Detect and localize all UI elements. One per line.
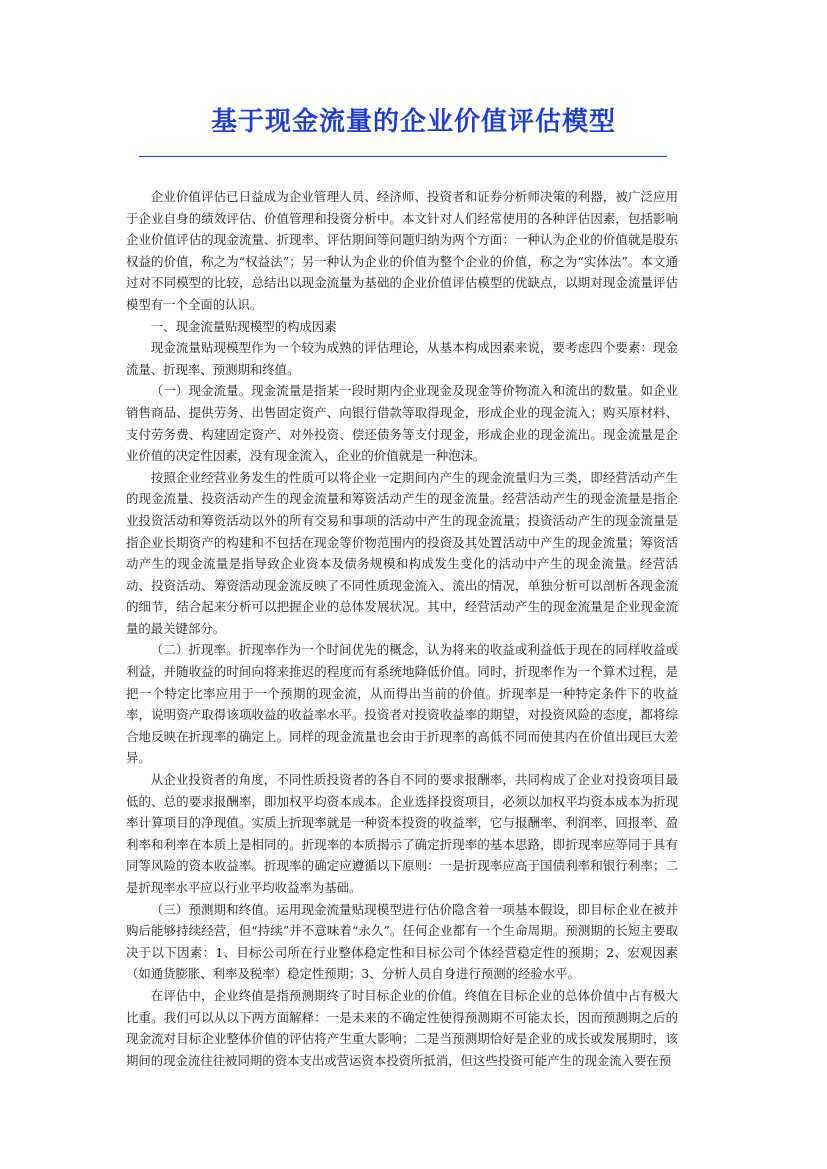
paragraph-forecast-period: （三）预测期和终值。运用现金流量贴现模型进行估价隐含着一项基本假设，即目标企业在被并购后能够持续经营，但“持续”并不意味着“永久”。任何企业都有一个生命周期。预测期的长短主要取决于以下因素：1、目标公司所在行业整体稳定性和目标公司个体经营稳定性的预期；2、宏观因素（如通货膨胀、利率及税率）稳定性预期；3、分析人员自身进行预测的经验水平。 bbox=[126, 901, 678, 982]
paragraph-discount-rate-principles: 从企业投资者的角度，不同性质投资者的各自不同的要求报酬率，共同构成了企业对投资项目最低的、总的要求报酬率，即加权平均资本成本。企业选择投资项目，必须以加权平均资本成本为折现率计算项目的净现值。实质上折现率就是一种资本投资的收益率，它与报酬率、利润率、回报率、盈利率和利率在本质上是相同的。折现率的本质揭示了确定折现率的基本思路，即折现率应等同于具有同等风险的资本收益率。折现率的确定应遵循以下原则：一是折现率应高于国债利率和银行利率；二是折现率水平应以行业平均收益率为基础。 bbox=[126, 772, 678, 895]
paragraph-intro: 现金流量贴现模型作为一个较为成熟的评估理论，从基本构成因素来说，要考虑四个要素：现金流量、折现率、预测期和终值。 bbox=[126, 340, 678, 377]
title-divider bbox=[139, 156, 667, 157]
paragraph-terminal-value: 在评估中，企业终值是指预测期终了时目标企业的价值。终值在目标企业的总体价值中占有极大比重。我们可以从以下两方面解释：一是未来的不确定性使得预测期不可能太长，因而预测期之后的现金流对目标企业整体价值的评估将产生重大影响；二是当预测期恰好是企业的成长或发展期时，该期间的现金流往往被同期的资本支出或营运资本投资所抵消，但这些投资可能产生的现金流入要在预 bbox=[126, 987, 678, 1068]
paragraph-discount-rate: （二）折现率。折现率作为一个时间优先的概念，认为将来的收益或利益低于现在的同样收益或利益，并随收益的时间向将来推迟的程度而有系统地降低价值。同时，折现率作为一个算术过程，是把一个特定比率应用于一个预期的现金流，从而得出当前的价值。折现率是一种特定条件下的收益率，说明资产取得该项收益的收益率水平。投资者对投资收益率的期望，对投资风险的态度，都将综合地反映在折现率的确定上。同样的现金流量也会由于折现率的高低不同而使其内在价值出现巨大差异。 bbox=[126, 642, 678, 766]
document-body bbox=[126, 186, 678, 1071]
document-title: 基于现金流量的企业价值评估模型 bbox=[210, 107, 616, 137]
paragraph-abstract: 企业价值评估已日益成为企业管理人员、经济师、投资者和证券分析师决策的利器，被广泛应用于企业自身的绩效评估、价值管理和投资分析中。本文针对人们经常使用的各种评估因素，包括影响企业价值评估的现金流量、折现率、评估期间等问题归纳为两个方面：一种认为企业的价值就是股东权益的价值，称之为“权益法”；另一种认为企业的价值为整个企业的价值，称之为“实体法”。本文通过对不同模型的比较，总结出以现金流量为基础的企业价值评估模型的优缺点，以期对现金流量评估模型有一个全面的认识。 bbox=[126, 189, 678, 312]
paragraph-cash-flow-types: 按照企业经营业务发生的性质可以将企业一定期间内产生的现金流量归为三类，即经营活动产生的现金流量、投资活动产生的现金流量和筹资活动产生的现金流量。经营活动产生的现金流量是指企业投资活动和筹资活动以外的所有交易和事项的活动中产生的现金流量；投资活动产生的现金流量是指企业长期资产的构建和不包括在现金等价物范围内的投资及其处置活动中产生的现金流量；筹资活动产生的现金流量是指导致企业资本及债务规模和构成发生变化的活动中产生的现金流量。经营活动、投资活动、筹资活动现金流反映了不同性质现金流入、流出的情况，单独分析可以剖析各现金流的细节，结合起来分析可以把握企业的总体发展状况。其中，经营活动产生的现金流量是企业现金流量的最关键部分。 bbox=[126, 469, 678, 636]
section-heading-1: 一、现金流量贴现模型的构成因素 bbox=[150, 318, 337, 334]
paragraph-cash-flow: （一）现金流量。现金流量是指某一段时期内企业现金及现金等价物流入和流出的数量。如企业销售商品、提供劳务、出售固定资产、向银行借款等取得现金，形成企业的现金流入；购买原材料、支付劳务费、构建固定资产、对外投资、偿还债务等支付现金，形成企业的现金流出。现金流量是企业价值的决定性因素，没有现金流入，企业的价值就是一种泡沫。 bbox=[126, 383, 678, 464]
